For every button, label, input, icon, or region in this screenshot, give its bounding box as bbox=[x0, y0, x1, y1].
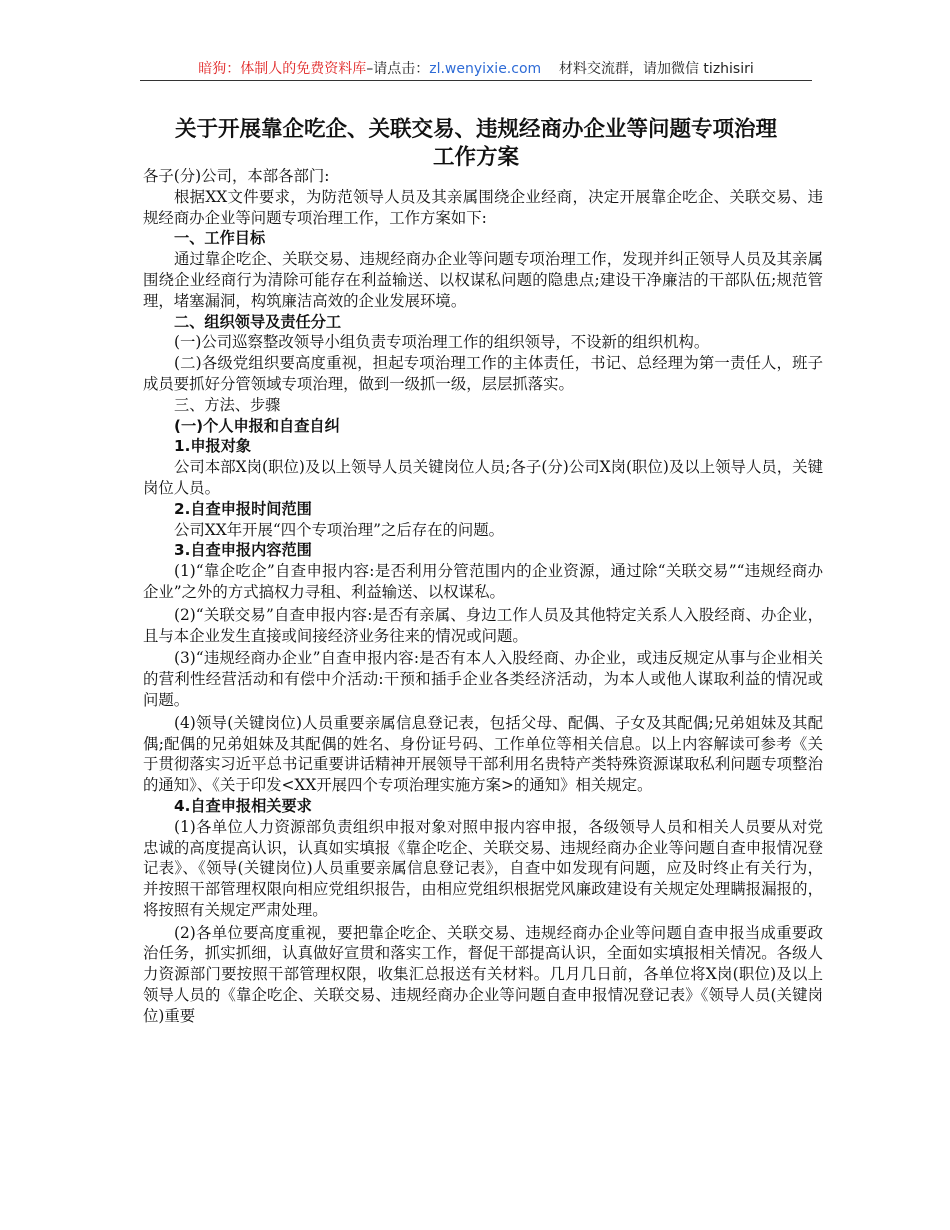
paragraph: (一)公司巡察整改领导小组负责专项治理工作的组织领导，不设新的组织机构。 bbox=[174, 333, 710, 352]
section-heading-2: 二、组织领导及责任分工 bbox=[174, 312, 342, 331]
header-wechat-note: 材料交流群，请加微信 tizhisiri bbox=[558, 61, 754, 77]
paragraph: 通过靠企吃企、关联交易、违规经商办企业等问题专项治理工作，发现并纠正领导人员及其亲属围绕企业经商行为清除可能存在利益输送、以权谋私问题的隐患点;建设干净廉洁的干部队伍;规范管理，堵塞漏洞，构筑廉洁高效的企业发展环境。 bbox=[143, 250, 823, 310]
header-site-name: 暗狗：体制人的免费资料库 bbox=[198, 61, 367, 77]
subsection-heading: (一)个人申报和自查自纠 bbox=[174, 416, 340, 435]
paragraph: (2)“关联交易”自查申报内容:是否有亲属、身边工作人员及其他特定关系人入股经商、办企业，且与本企业发生直接或间接经济业务往来的情况或问题。 bbox=[143, 605, 823, 645]
item-heading-4: 4.自查申报相关要求 bbox=[174, 796, 312, 815]
paragraph: (4)领导(关键岗位)人员重要亲属信息登记表，包括父母、配偶、子女及其配偶;兄弟姐妹及其配偶;配偶的兄弟姐妹及其配偶的姓名、身份证号码、工作单位等相关信息。以上内容解读可参考《关于贯彻落实习近平总书记重要讲话精神开展领导干部利用名贵特产类特殊资源谋取私利问题专项整治的通知》、《关于印发<XX开展四个专项治理实施方案>的通知》相关规定。 bbox=[143, 713, 823, 795]
document-body bbox=[143, 166, 823, 1027]
title-line-2: 工作方案 bbox=[432, 145, 519, 170]
item-heading-2: 2.自查申报时间范围 bbox=[174, 499, 312, 518]
paragraph: (1)各单位人力资源部负责组织申报对象对照申报内容申报，各级领导人员和相关人员要从对党忠诚的高度提高认识，认真如实填报《靠企吃企、关联交易、违规经商办企业等问题自查申报情况登记表》、《领导(关键岗位)人员重要亲属信息登记表》，自查中如发现有问题，应及时终止有关行为，并按照干部管理权限向相应党组织报告，由相应党组织根据党风廉政建设有关规定处理瞒报漏报的，将按照有关规定严肃处理。 bbox=[143, 817, 823, 919]
paragraph: 公司XX年开展“四个专项治理”之后存在的问题。 bbox=[174, 520, 505, 539]
header-divider bbox=[140, 80, 812, 81]
salutation: 各子(分)公司，本部各部门: bbox=[143, 167, 330, 185]
header-link[interactable]: zl.wenyixie.com bbox=[429, 61, 542, 77]
item-heading-3: 3.自查申报内容范围 bbox=[174, 541, 312, 560]
paragraph: (1)“靠企吃企”自查申报内容:是否利用分管范围内的企业资源，通过除“关联交易”“违规经商办企业”之外的方式搞权力寻租、利益输送、以权谋私。 bbox=[143, 562, 823, 601]
document-title bbox=[140, 116, 812, 172]
paragraph: 公司本部X岗(职位)及以上领导人员关键岗位人员;各子(分)公司X岗(职位)及以上领导人员，关键岗位人员。 bbox=[143, 458, 823, 497]
page-header bbox=[140, 58, 812, 78]
section-heading-1: 一、工作目标 bbox=[174, 229, 266, 248]
paragraph: (3)“违规经商办企业”自查申报内容:是否有本人入股经商、办企业，或违反规定从事与企业相关的营利性经营活动和有偿中介活动:干预和插手企业各类经济活动，为本人或他人谋取利益的情况或问题。 bbox=[143, 649, 823, 709]
title-line-1: 关于开展靠企吃企、关联交易、违规经商办企业等问题专项治理 bbox=[174, 117, 777, 142]
paragraph: (二)各级党组织要高度重视，担起专项治理工作的主体责任，书记、总经理为第一责任人，班子成员要抓好分管领域专项治理，做到一级抓一级，层层抓落实。 bbox=[143, 354, 823, 393]
paragraph: (2)各单位要高度重视，要把靠企吃企、关联交易、违规经商办企业等问题自查申报当成重要政治任务，抓实抓细，认真做好宣贯和落实工作，督促干部提高认识，全面如实填报相关情况。各级人力资源部门要按照干部管理权限，收集汇总报送有关材料。几月几日前，各单位将X岗(职位)及以上领导人员的《靠企吃企、关联交易、违规经商办企业等问题自查申报情况登记表》《领导人员(关键岗位)重要 bbox=[143, 923, 823, 1025]
intro-paragraph: 根据XX文件要求，为防范领导人员及其亲属围绕企业经商，决定开展靠企吃企、关联交易、违规经商办企业等问题专项治理工作，工作方案如下: bbox=[143, 187, 823, 227]
item-heading-1: 1.申报对象 bbox=[174, 437, 252, 456]
header-click-prompt: –请点击： bbox=[366, 61, 430, 77]
section-heading-3: 三、方法、步骤 bbox=[174, 395, 281, 414]
